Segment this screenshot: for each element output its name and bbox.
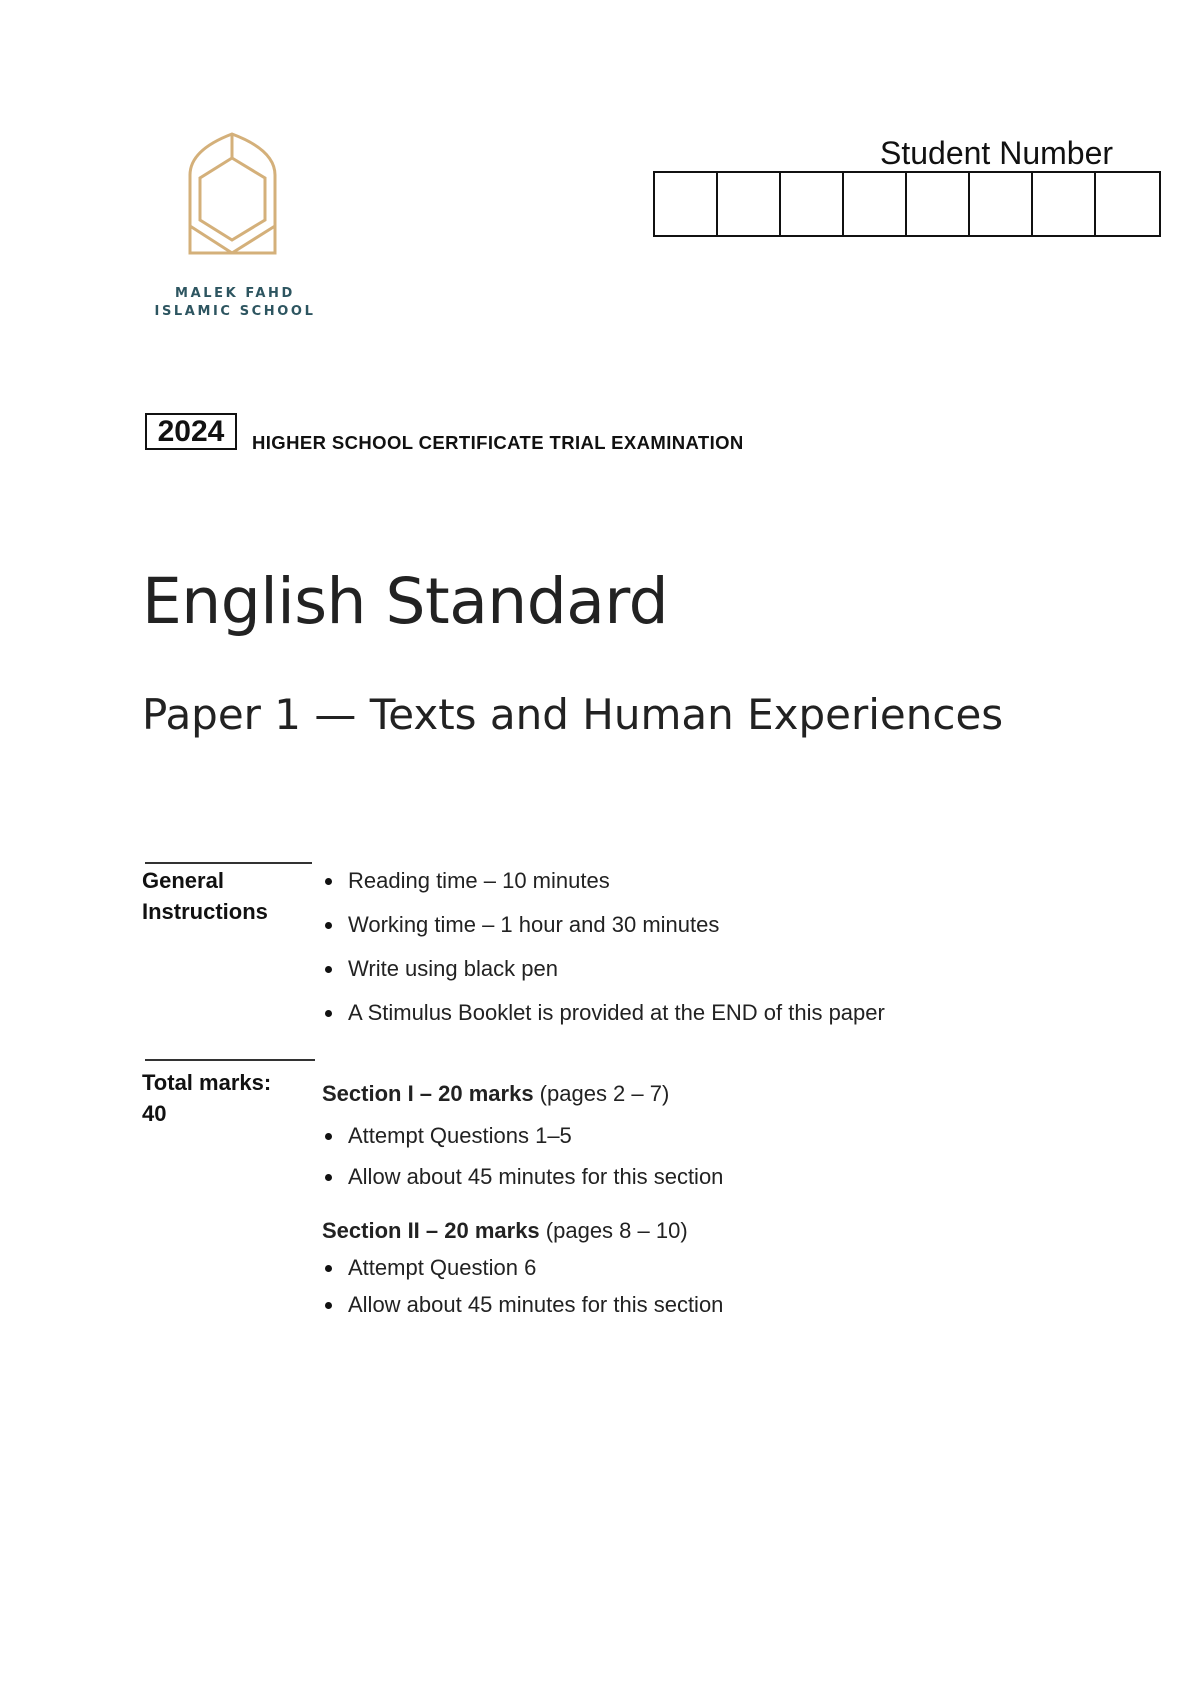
student-number-digit-box[interactable] [1033,173,1096,235]
divider [145,862,312,864]
section-2-pages: (pages 8 – 10) [539,1218,688,1243]
student-number-label: Student Number [880,135,1114,171]
list-item: Write using black pen [322,956,885,1000]
student-number-digit-box[interactable] [1096,173,1159,235]
section-2-title: Section II – 20 marks [322,1218,540,1243]
list-item: Allow about 45 minutes for this section [322,1164,723,1205]
list-item: A Stimulus Booklet is provided at the END of this paper [322,1000,885,1044]
student-number-digit-box[interactable] [781,173,844,235]
list-item: Working time – 1 hour and 30 minutes [322,912,885,956]
school-name-line2: ISLAMIC SCHOOL [154,304,316,319]
total-marks-label [142,1067,271,1129]
section-1-list [322,1123,723,1205]
total-marks-label-text: Total marks: [142,1070,272,1095]
exam-year: 2024 [145,413,237,450]
list-item: Reading time – 10 minutes [322,868,885,912]
total-marks-value: 40 [142,1101,167,1126]
section-1-pages: (pages 2 – 7) [533,1081,670,1106]
general-instructions-label [142,865,268,927]
section-2-heading [322,1218,688,1244]
section-2-list [322,1255,723,1329]
school-logo [150,130,320,330]
student-number-digit-box[interactable] [655,173,718,235]
student-number-digit-box[interactable] [718,173,781,235]
general-instructions-list [322,868,885,1044]
student-number-digit-box[interactable] [970,173,1033,235]
list-item: Attempt Questions 1–5 [322,1123,723,1164]
divider [145,1059,315,1061]
school-name [150,285,320,321]
section-1-title: Section I – 20 marks [322,1081,534,1106]
subject-title: English Standard [142,565,669,638]
list-item: Attempt Question 6 [322,1255,723,1292]
student-number-boxes [653,171,1161,237]
section-1-heading [322,1081,669,1107]
school-name-line1: MALEK FAHD [175,286,295,301]
list-item: Allow about 45 minutes for this section [322,1292,723,1329]
exam-title: HIGHER SCHOOL CERTIFICATE TRIAL EXAMINATION [252,432,744,453]
school-emblem-icon [180,130,285,260]
general-instructions-label-line2: Instructions [142,899,268,924]
student-number-digit-box[interactable] [907,173,970,235]
student-number-digit-box[interactable] [844,173,907,235]
paper-title: Paper 1 — Texts and Human Experiences [142,690,1004,739]
general-instructions-label-line1: General [142,868,224,893]
